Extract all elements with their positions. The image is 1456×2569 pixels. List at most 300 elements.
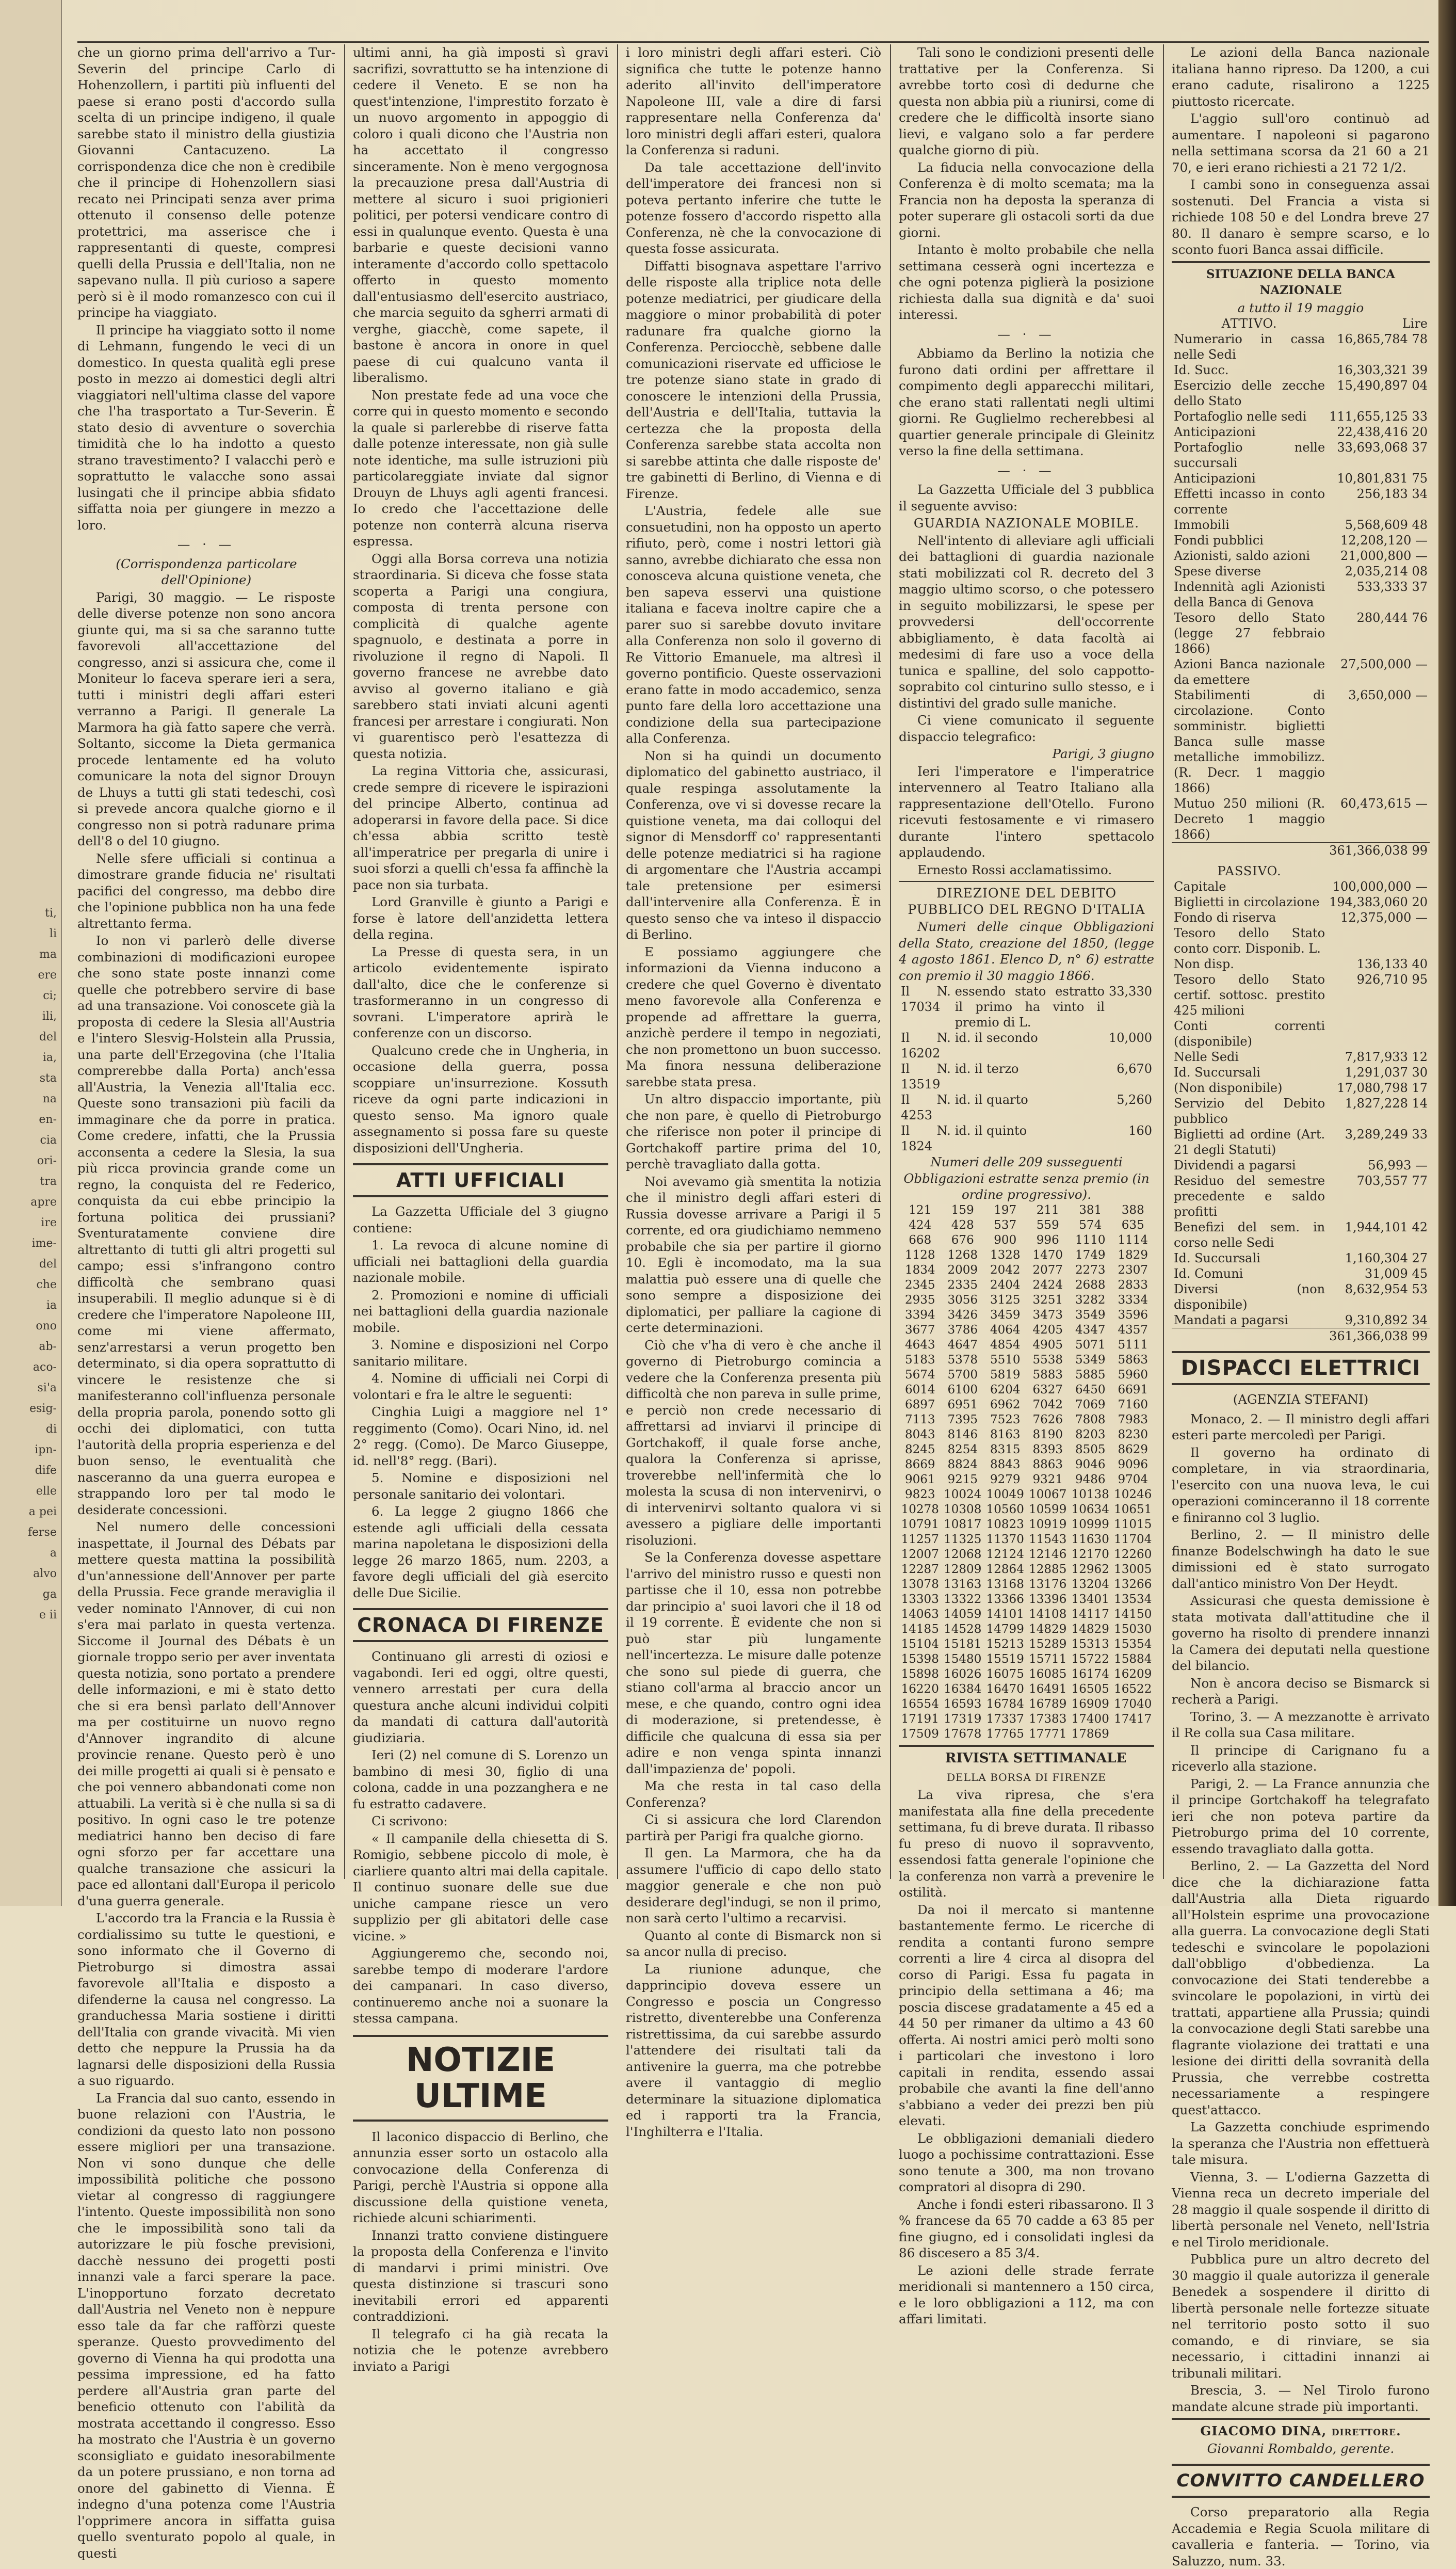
column-rule	[1163, 44, 1164, 1879]
bond-number: 17383	[1029, 1712, 1067, 1726]
ledger-label: (Non disponibile)	[1174, 1081, 1283, 1095]
ledger-row	[1172, 409, 1430, 424]
ledger-label: Id. Comuni	[1174, 1266, 1243, 1281]
article-text: Ieri l'imperatore e l'imperatrice intervennero al Teatro Italiano alla rappresentazione dell'Otello. Furono ricevuti festosamente e vi rimasero durante l'intero spettacolo applaudendo.	[899, 763, 1154, 860]
bond-number: 10246	[1114, 1487, 1152, 1501]
bond-number: 211	[1036, 1203, 1059, 1217]
bond-number: 15313	[1071, 1637, 1109, 1651]
article-text: Nelle sfere ufficiali si continua a dimostrare grande fiducia ne' risultati pacifici del congresso, ma debbo dire che l'opinione pubblica non ha una fede altrettanto ferma.	[77, 850, 335, 931]
bond-number: 17191	[901, 1712, 939, 1726]
ledger-row	[1172, 879, 1430, 894]
numbers-row	[899, 1203, 1154, 1218]
bond-number: 8203	[1075, 1427, 1106, 1441]
bond-number: 15722	[1071, 1652, 1109, 1666]
bond-number: 8245	[904, 1442, 935, 1456]
bond-number: 4643	[904, 1338, 935, 1352]
ledger-value: 703,557 77	[1356, 1174, 1428, 1188]
bond-number: 635	[1121, 1218, 1144, 1232]
prize-amount: 10,000	[1109, 1031, 1152, 1045]
bond-number: 6204	[990, 1383, 1021, 1396]
ledger-value: 15,490,897 04	[1337, 378, 1428, 393]
article-text: che un giorno prima dell'arrivo a Tur-Severin del principe Carlo di Hohenzollern, i partiti più influenti del paese si erano posti d'accordo sulla scelta di un principe indigeno, il quale sarebbe stato il ministro della giustizia Giovanni Cantacuzeno. La corrispondenza dice che non è credibile che il principe di Hohenzollern siasi recato nei Principati senza aver prima ottenuto il consenso delle potenze protettrici, ma asserisce che i rappresentanti di queste, compresi quelli della Prussia e dell'Italia, non ne sapevano nulla. Il più curioso a sapere però si è il modo romanzesco con cui il principe ha viaggiato.	[77, 45, 335, 320]
prize-row	[899, 1061, 1154, 1092]
bond-number: 8163	[990, 1427, 1021, 1441]
article-text: Aggiungeremo che, secondo noi, sarebbe tempo di moderare l'ardore dei campanari. In caso diverso, continueremo anche noi a suonare la stessa campana.	[353, 1946, 608, 2026]
numbers-row	[899, 1293, 1154, 1308]
bond-number: 2935	[904, 1293, 935, 1307]
bond-number: 1749	[1075, 1248, 1106, 1262]
article-text: Non si ha quindi un documento diplomatico del gabinetto austriaco, il quale respinga assolutamente la Conferenza, ove vi si dovesse recare la quistione veneta, ma dai colloqui del signor di Mensdorff co' rappresentanti delle potenze mediatrici si ha ragione di argomentare che l'Austria accampi tale pretensione per esimersi dall'intervenire alla Conferenza. È in questo senso che va inteso il dispaccio di Berlino.	[626, 748, 881, 942]
ledger-row	[1172, 579, 1430, 610]
ledger-label: Anticipazioni	[1174, 425, 1256, 439]
list-item: Cinghia Luigi a maggiore nel 1° reggimento (Como). Ocari Nino, id. nel 2° regg. (Como). De Marco Giuseppe, id. nell'8° regg. (Bari).	[353, 1404, 608, 1468]
bond-number: 2009	[947, 1263, 978, 1277]
column-4: Tali sono le condizioni presenti delle trattative per la Conferenza. Si avrebbe torto così di dedurne che questa non abbia più a riunirsi, come di credere che le difficoltà insorte siano lievi, e valgano solo a far perdere qualche giorno di più. La fiducia nella convocazione della Conferenza è di molto scemata; ma la Francia non ha deposta la speranza di poter superare gli ostacoli sorti da due giorni. Intanto è molto probabile che nella settimana cesserà ogni incertezza e che ogni potenza piglierà la posizione richiesta dalla sua dignità e da' suoi interessi. — · — Abbiamo da Berlino la notizia che furono dati ordini per affrettare il compimento degli apparecchi militari, che erano stati rallentati negli ultimi giorni. Re Guglielmo recherebbesi al quartier generale principale di Gleinitz verso la fine della settimana. — · — La Gazzetta Ufficiale del 3 pubblica il seguente avviso: GUARDIA NAZIONALE MOBILE. Nell'intento di alleviare agli ufficiali dei battaglioni di guardia nazionale stati mobilizzati col R. decreto del 3 maggio ultimo scorso, o che potessero in seguito mobilizzarsi, le spese per provvedersi dell'occorrente abbigliamento, è data facoltà ai medesimi di fare uso a voce della tunica e spalline, del solo cappotto-soprabito col cinturino sullo stesso, e i distintivi del grado sulle maniche. Ci viene comunicato il seguente dispaccio telegrafico: Parigi, 3 giugno Ieri l'imperatore e l'imperatrice intervennero al Teatro Italiano alla rappresentazione dell'Otello. Furono ricevuti festosamente e vi rimasero durante l'intero spettacolo applaudendo. Ernesto Rossi acclamatissimo. DIREZIONE DEL DEBITO PUBBLICO DEL REGNO D'ITALIA Numeri delle cinque Obbligazioni della Stato, creazione del 1850, (legge 4 agosto 1861. Elenco D, n° 6) estratte con premio il 30 maggio 1866. Il N. 17034 essendo stato estratto il primo ha vinto il premio di L. 33,330 Il N. 16202 id. il secondo 10,000 Il N. 13519 id. il terzo 6,670 Il N. 4253 id. il quarto 5,260 Il N. 1824 id. il quinto 160 Numeri delle 209 susseguenti Obbligazioni estratte senza premio (in ordine progressivo). 121 159 197 211 381 388 424 428 537 559 574 635 668 676 900 996 1110 1114 1128 1268 1328 1470 1749 1829 1834 2009 2042 2077 2273 2307 2345 2335 2404 2424 2688 2833 2935 3056 3125 3251 3282 3334 3394 3426 3459 3473 3549 3596 3677 3786 4064 4205 4347 4357 4643 4647 4854 4905 5071 5111 5183 5378 5510 5538 5349 5863 5674 5700 5819 5883 5885 5960 6014 6100 6204 6327 6450 6691 6897 6951 6962 7042 7069 7160 7113 7395 7523 7626 7808 7983 8043 8146 8163 8190 8203 8230 8245 8254 8315 8393 8505 8629 8669 8824 8843 8863 9046 9096 9061 9215 9279 9321 9486 9704 9823 10024 10049 10067 10138 10246 10278 10308 10560 10599 10634 10651 10791 10817 10823 10919 10999 11015 11257 11325 11370 11543 11630 11704 12007 12068 12124 12146 12170 12260 12287 12809 12864 12885 12962 13005 13078 13163 13168 13176 13204 13266 13303 13322 13366 13396 13401 13534 14063 14059 14101 14108 14117 14150 14185 14528 14799 14829 14829 15030 15104 15181 15213 15289 15313 15354 15398 15480 15519 15711 15722 15884 15898 16026 16075 16085 16174 16209 16220 16384 16470 16491 16505 16522 16554 16593 16784 16789 16909 17040 17191 17319 17337 17383 17400 17417 17509 17678 17765 17771 17869 RIVISTA SETTIMANALE DELLA BORSA DI FIRENZE La viva ripresa, che s'era manifestata alla fine della precedente settimana, fu di breve durata. Il ribasso fu preso di nuovo il sopravvento, essendosi fatta generale l'opinione che la conferenza non varrà a prevenire le ostilità. Da noi il mercato si mantenne bastantemente fermo. Le ricerche di rendita a contanti furono sempre correnti a lire 4 circa al disopra del corso di Parigi. Essa fu pagata in principio della settimana a 46; ma poscia discese gradatamente a 45 ed a 44 50 per rimaner da ultimo a 43 60 offerta. Ai nostri amici però molti sono i particolari che investono i loro capitali in rendita, essendo assai probabile che avanti la fine dell'anno s'abbiano a veder dei prezzi ben più elevati. Le obbligazioni demaniali diedero luogo a pochissime contrattazioni. Esse sono tenute a 300, ma non trovano compratori al disopra di 290. Anche i fondi esteri ribassarono. Il 3 % francese da 65 70 cadde a 63 85 per fine giugno, ed i consolidati inglesi da 86 discesero a 85 3/4. Le azioni delle strade ferrate meridionali si mantennero a 150 circa, e le loro obbligazioni a 112, ma con affari limitati.	[899, 45, 1154, 2326]
bond-number: 11543	[1029, 1532, 1067, 1546]
column-rule	[617, 44, 618, 1879]
ledger-label: Esercizio delle zecche dello Stato	[1174, 378, 1325, 408]
ledger-row	[1172, 362, 1430, 378]
bond-number: 6014	[904, 1383, 935, 1396]
article-text: La Presse di questa sera, in un articolo evidentemente ispirato dall'alto, dice che le conferenze si trasformeranno in un congresso di sovrani. L'imperatore aprirà le conferenze con un discorso.	[353, 944, 608, 1040]
margin-fragment: ire	[41, 1216, 57, 1229]
bond-number: 12809	[944, 1562, 982, 1576]
margin-fragment: si'a	[37, 1382, 57, 1394]
bond-number: 1114	[1118, 1233, 1148, 1247]
bond-number: 10308	[944, 1502, 982, 1516]
list-item: 1. La revoca di alcune nomine di ufficiali nei battaglioni della guardia nazionale mobile.	[353, 1238, 608, 1285]
margin-fragment: a pei	[28, 1505, 57, 1518]
bond-number: 16174	[1071, 1667, 1109, 1681]
ledger-row	[1172, 972, 1430, 1018]
bond-number: 10138	[1071, 1487, 1109, 1501]
margin-fragment: apre	[30, 1196, 57, 1209]
bond-number: 2833	[1118, 1278, 1148, 1292]
article-text: L'aggio sull'oro continuò ad aumentare. I napoleoni si pagarono nella settimana scorsa da 21 60 a 21 70, e ieri erano richiesti a 21 72 1/2.	[1172, 111, 1430, 175]
margin-fragment: elle	[36, 1485, 57, 1498]
ledger-value: 33,693,068 37	[1337, 440, 1428, 455]
bond-number: 8669	[904, 1457, 935, 1471]
ledger-value: 17,080,798 17	[1337, 1081, 1428, 1095]
ledger-row	[1172, 956, 1430, 972]
article-text: Il principe ha viaggiato sotto il nome di Lehmann, fungendo le veci di un domestico. In questa qualità egli prese posto in mezzo ai domestici degli altri viaggiatori nell'ultima classe del vapore che l'ha trasportato a Tur-Severin. È stato desio di avventure o soverchia timidità che lo ha indotto a questo strano travestimento? I valacchi però e soprattutto le valacche sono assai lusingati che il principe abbia sfidato siffatta noia per giungere in mezzo a loro.	[77, 322, 335, 533]
signature: Ernesto Rossi acclamatissimo.	[917, 862, 1112, 877]
ledger-value: 31,009 45	[1364, 1266, 1428, 1281]
bond-number: 15213	[986, 1637, 1024, 1651]
ledger-value: 12,375,000 —	[1340, 910, 1428, 925]
margin-fragment: ia,	[42, 1051, 57, 1064]
debito-heading: DIREZIONE DEL DEBITO PUBBLICO DEL REGNO D'ITALIA	[908, 886, 1145, 917]
prize-amount: 6,670	[1117, 1062, 1152, 1076]
numbers-table	[899, 1203, 1154, 1742]
bond-number: 7626	[1032, 1412, 1063, 1426]
article-text: Innanzi tratto conviene distinguere la proposta della Conferenza e l'invito di mandarvi i primi ministri. Ove questa distinzione si trascuri sono inevitabili errori ed apparenti contraddizioni.	[353, 2227, 608, 2324]
margin-fragment: dife	[35, 1464, 57, 1477]
bond-number: 15354	[1114, 1637, 1152, 1651]
bond-number: 16491	[1029, 1682, 1067, 1696]
bond-number: 4205	[1032, 1323, 1063, 1337]
bond-number: 13266	[1114, 1577, 1152, 1591]
bond-number: 9486	[1075, 1472, 1106, 1486]
bond-number: 3473	[1032, 1308, 1063, 1322]
bond-number: 2042	[990, 1263, 1021, 1277]
ledger-label: Fondo di riserva	[1174, 910, 1276, 925]
bond-number: 10560	[986, 1502, 1024, 1516]
article-text: Il laconico dispaccio di Berlino, che annunzia esser sorto un ostacolo alla convocazione della Conferenza di Parigi, perchè l'Austria si oppone alla discussione della quistione veneta, richiede alcuni schiarimenti.	[353, 2129, 608, 2225]
bond-number: 17869	[1071, 1727, 1109, 1741]
margin-fragment: en-	[39, 1113, 57, 1126]
numbers-row	[899, 1487, 1154, 1502]
bond-number: 12885	[1029, 1562, 1067, 1576]
bond-number: 16554	[901, 1697, 939, 1711]
bond-number: 559	[1036, 1218, 1059, 1232]
numbers-row	[899, 1353, 1154, 1368]
bond-number: 2345	[904, 1278, 935, 1292]
prize-desc: id. il terzo	[955, 1062, 1019, 1076]
margin-fragment: ab-	[39, 1340, 57, 1353]
bond-number: 6327	[1032, 1383, 1063, 1396]
bond-number: 14150	[1114, 1607, 1152, 1621]
article-text: Intanto è molto probabile che nella settimana cesserà ogni incertezza e che ogni potenza piglierà la posizione richiesta dalla sua dignità e da' suoi interessi.	[899, 242, 1154, 322]
bond-number: 15030	[1114, 1622, 1152, 1636]
margin-fragment: aco-	[33, 1361, 57, 1374]
bond-number: 13176	[1029, 1577, 1067, 1591]
bond-number: 11370	[986, 1532, 1024, 1546]
bond-number: 8824	[947, 1457, 978, 1471]
ledger-value: 3,289,249 33	[1345, 1127, 1428, 1142]
bond-number: 9046	[1075, 1457, 1106, 1471]
bond-number: 3549	[1075, 1308, 1106, 1322]
article-text: La fiducia nella convocazione della Conferenza è di molto scemata; ma la Francia non ha deposta la speranza di poter superare gli ostacoli sorti da due giorni.	[899, 159, 1154, 240]
bond-number: 1829	[1118, 1248, 1148, 1262]
prize-table	[899, 984, 1154, 1154]
numbers-row	[899, 1667, 1154, 1682]
numbers-row	[899, 1383, 1154, 1398]
column-5	[1172, 44, 1430, 2568]
dateline: Parigi, 3 giugno	[1052, 746, 1154, 761]
bond-number: 424	[909, 1218, 932, 1232]
bond-number: 197	[994, 1203, 1017, 1217]
ledger-value: 280,444 76	[1356, 611, 1428, 625]
prize-number: Il N. 1824	[901, 1123, 951, 1153]
article-text: Quanto al conte di Bismarck non si sa ancor nulla di preciso.	[626, 1928, 881, 1959]
bond-number: 4064	[990, 1323, 1021, 1337]
bond-number: 5863	[1118, 1353, 1148, 1367]
bond-number: 8146	[947, 1427, 978, 1441]
column-rule	[344, 44, 345, 1879]
article-text: Ci si assicura che lord Clarendon partirà per Parigi fra qualche giorno.	[626, 1812, 881, 1843]
bond-number: 12170	[1071, 1547, 1109, 1561]
ledger-value: 1,827,228 14	[1345, 1096, 1428, 1111]
passivo-table: PASSIVO. Capitale 100,000,000 — Biglietti in circolazione 194,383,060 20 Fondo di riserva 12,375,000 — Tesoro dello Stato conto corr. Disponib. L. Non disp. 136,133 40 Tesoro dello Stato certif. sottosc. prestito 425 milioni 926,710 95 Conti correnti (disponibile) Nelle Sedi 7,817,933 12 Id. Succursali 1,291,037 30 (Non disponibile) 17,080,798 17 Servizio del Debito pubblico 1,827,228 14 Biglietti ad ordine (Art. 21 degli Statuti) 3,289,249 33 Dividendi a pagarsi 56,993 — Residuo del semestre precedente e saldo profitti 703,557 77 Benefizi del sem. in corso nelle Sedi 1,944,101 42 Id. Succursali 1,160,304 27 Id. Comuni 31,009 45 Diversi (non disponibile) 8,632,954 53 Mandati a pagarsi 9,310,892 34 361,366,038 99	[1172, 863, 1430, 1344]
bond-number: 3426	[947, 1308, 978, 1322]
section-heading-atti: ATTI UFFICIALI	[353, 1163, 608, 1197]
bond-number: 17040	[1114, 1697, 1152, 1711]
ledger-value: 2,035,214 08	[1345, 564, 1428, 579]
bond-number: 11630	[1071, 1532, 1109, 1546]
section-heading-convitto: CONVITTO CANDELLERO	[1172, 2464, 1430, 2498]
ledger-row	[1172, 471, 1430, 486]
bond-number: 8629	[1118, 1442, 1148, 1456]
ledger-row	[1172, 548, 1430, 564]
attivo-total: 361,366,038 99	[1327, 843, 1430, 859]
article-text: ultimi anni, ha già imposti sì gravi sacrifizi, sovrattutto se ha intenzione di cedere il Veneto. E se non ha quest'intenzione, l'imprestito forzato è un nuovo argomento in appoggio di coloro i quali dicono che l'Austria non ha accettato il congresso sinceramente. Non è meno vergognosa la precauzione presa dall'Austria di mettere al sicuro i suoi prigionieri politici, per potersi vendicare contro di essi in qualunque evento. Questa è una barbarie e queste decisioni vanno interamente d'accordo collo spettacolo offerto in questo momento dall'entusiasmo dell'esercito austriaco, che marcia seguito da sgherri armati di verghe, giacchè, come sapete, il bastone è ancora in onore in quel paese di cui qualcuno vanta il liberalismo.	[353, 45, 608, 385]
bond-number: 17400	[1071, 1712, 1109, 1726]
passivo-total: 361,366,038 99	[1327, 1328, 1430, 1344]
prize-number: Il N. 17034	[901, 984, 951, 1014]
margin-fragment: che	[36, 1278, 57, 1291]
bond-number: 900	[994, 1233, 1017, 1247]
margin-fragment: ia	[46, 1299, 57, 1312]
ledger-row	[1172, 378, 1430, 409]
article-text: Se la Conferenza dovesse aspettare l'arrivo del ministro russo e questi non partisse che il 10, essa non potrebbe dar principio a' suoi lavori che il 18 od il 19 corrente. È evidente che non si può star più lungamente nell'incertezza. Le misure dalle potenze che sono sul piede di guerra, che stiano coll'arma al braccio ancor un mese, e che quando, contro ogni idea di moderazione, si pretendesse, è difficile che qualcuna di essa sia per adire e non venga spinta innanzi dall'impazienza de' popoli.	[626, 1550, 881, 1776]
article-text: L'Austria, fedele alle sue consuetudini, non ha opposto un aperto rifiuto, però, come i nostri lettori già sanno, avrebbe dichiarato che essa non conosceva alcuna quistione veneta, che ben sapeva esservi una quistione italiana e faceva inoltre capire che a parer suo si sarebbe dovuto invitare alla Conferenza non solo il governo di Re Vittorio Emanuele, ma altresì il governo pontificio. Queste osservazioni erano fatte in modo accademico, senza punto fare della loro accettazione una condizione della sua partecipazione alla Conferenza.	[626, 503, 881, 746]
ledger-label: Indennità agli Azionisti della Banca di Genova	[1174, 580, 1325, 609]
bond-number: 5674	[904, 1368, 935, 1382]
bond-number: 5883	[1032, 1368, 1063, 1382]
ledger-row	[1172, 1281, 1430, 1312]
article-text: Noi avevamo già smentita la notizia che il ministro degli affari esteri di Russia dovesse arrivare a Parigi il 5 corrente, ed ora giudichiamo nemmeno probabile che sia per partire il giorno 10. Egli è incomodato, ma la sua malattia può essere una di quelle che sono sempre a disposizione dei diplomatici, per palliare la cagione di certe determinazioni.	[626, 1174, 881, 1335]
bond-number: 5885	[1075, 1368, 1106, 1382]
article-text: L'accordo tra la Francia e la Russia è cordialissimo su tutte le questioni, e sono informato che il Governo di Pietroburgo si dimostra assai favorevole all'Italia e disposto a difenderne la causa nel congresso. La granduchessa Maria sostiene i diritti dell'Italia con grande vivacità. Mi vien detto che neppure la Prussia ha da lagnarsi delle disposizioni della Russia a suo riguardo.	[77, 1910, 335, 2088]
bond-number: 3677	[904, 1323, 935, 1337]
article-text: Ciò che v'ha di vero è che anche il governo di Pietroburgo comincia a vedere che la Conferenza presenta più difficoltà che non pareva in sulle prime, e perciò non crede necessario di affrettarsi ad inviarvi il principe di Gortchakoff, il quale forse anche, qualora la Conferenza si aprisse, troverebbe nell'infermità che lo molesta la scusa di non intervenirvi, o di intervenirvi soltanto qualora vi si avessero a pigliare delle importanti risoluzioni.	[626, 1337, 881, 1548]
ledger-label: Stabilimenti di circolazione. Conto somministr. biglietti Banca sulle masse metalliche immobilizz. (R. Decr. 1 maggio 1866)	[1174, 688, 1325, 795]
bond-number: 8863	[1032, 1457, 1063, 1471]
bond-number: 7808	[1075, 1412, 1106, 1426]
bond-number: 12007	[901, 1547, 939, 1561]
article-text: Lord Granville è giunto a Parigi e forse è latore dell'anzidetta lettera della regina.	[353, 894, 608, 942]
bond-number: 16026	[944, 1667, 982, 1681]
ledger-value: 7,817,933 12	[1345, 1050, 1428, 1064]
article-text: Non prestate fede ad una voce che corre qui in questo momento e secondo la quale si parlerebbe di riserve fatta dalle potenze interessate, non già sulle note identiche, ma sulle istruzioni più particolareggiate inviate dal signor Drouyn de Lhuys agli agenti francesi. Io credo che l'accettazione delle potenze non conterrà alcuna riserva espressa.	[353, 387, 608, 549]
advertisement-text: Corso preparatorio alla Regia Accademia e Regia Scuola militare di cavalleria e fanteria. — Torino, via Saluzzo, num. 33.	[1172, 2504, 1430, 2568]
numbers-row	[899, 1547, 1154, 1562]
binding-edge	[1438, 0, 1456, 1906]
prize-row	[899, 1123, 1154, 1154]
ledger-label: Diversi (non disponibile)	[1174, 1282, 1325, 1312]
director-name: GIACOMO DINA, direttore.	[1200, 2423, 1401, 2438]
bond-number: 7113	[904, 1412, 935, 1426]
situazione-heading: SITUAZIONE DELLA BANCA NAZIONALE	[1206, 267, 1395, 297]
column-2	[353, 44, 608, 2374]
bond-number: 10024	[944, 1487, 982, 1501]
bond-number: 6691	[1118, 1383, 1148, 1396]
bond-number: 8505	[1075, 1442, 1106, 1456]
bond-number: 14829	[1071, 1622, 1109, 1636]
bond-number: 676	[951, 1233, 974, 1247]
article-text: E possiamo aggiungere che informazioni da Vienna inducono a credere che quel Governo è diventato meno favorevole alla Conferenza e propende ad affrettare la guerra, anzichè perdere il tempo in negoziati, che non promettono un buon successo. Ma finora nessuna deliberazione sarebbe stata presa.	[626, 944, 881, 1089]
gerente-name: Giovanni Rombaldo, gerente.	[1207, 2440, 1395, 2456]
bond-number: 12146	[1029, 1547, 1067, 1561]
bond-number: 13366	[986, 1592, 1024, 1606]
margin-fragment: cia	[40, 1134, 57, 1147]
bond-number: 15480	[944, 1652, 982, 1666]
numbers-row	[899, 1697, 1154, 1712]
bond-number: 10599	[1029, 1502, 1067, 1516]
bond-number: 12287	[901, 1562, 939, 1576]
ledger-row	[1172, 894, 1430, 910]
numbers-row	[899, 1442, 1154, 1457]
bond-number: 574	[1079, 1218, 1102, 1232]
ledger-row	[1172, 533, 1430, 548]
bond-number: 15398	[901, 1652, 939, 1666]
bond-number: 16593	[944, 1697, 982, 1711]
article-text: Le azioni delle strade ferrate meridionali si mantennero a 150 circa, e le loro obbligazioni a 112, ma con affari limitati.	[899, 2262, 1154, 2326]
bond-number: 9279	[990, 1472, 1021, 1486]
column-3	[626, 44, 881, 2139]
bond-number: 8043	[904, 1427, 935, 1441]
numbers-row	[899, 1368, 1154, 1383]
bond-number: 17771	[1029, 1727, 1067, 1741]
article-text: Continuano gli arresti di oziosi e vagabondi. Ieri ed oggi, oltre questi, vennero arrestati per cura della questura anche alcuni individui colpiti da mandati di cattura dall'autorità giudiziaria.	[353, 1649, 608, 1745]
ledger-row	[1172, 331, 1430, 362]
dispatch: Monaco, 2. — Il ministro degli affari esteri parte mercoledì per Parigi.	[1172, 1411, 1430, 1442]
bond-number: 16909	[1071, 1697, 1109, 1711]
ledger-row	[1172, 1065, 1430, 1080]
margin-fragment: ti,	[45, 907, 57, 920]
bond-number: 12962	[1071, 1562, 1109, 1576]
bond-number: 15289	[1029, 1637, 1067, 1651]
article-text: La Francia dal suo canto, essendo in buone relazioni con l'Austria, le condizioni da questo lato non possono essere migliori per una transazione. Non vi sono dunque che delle impossibilità politiche che possono vietar al congresso di raggiungere l'intento. Queste impossibilità non sono che le impossibilità sono tali da autorizzare le più fosche previsioni, dacchè nessuno dei progetti posti innanzi vale a farci sperare la pace. L'inopportuno forzato decretato dall'Austria nel Veneto non è neppure esso tale da far che raffòrzi queste speranze. Questo provvedimento del governo di Vienna ha qui prodotta una pessima impressione, ed ha fatto perdere all'Austria gran parte del beneficio ottenuto con l'abilità da mostrata accettando il congresso. Esso ha mostrato che l'Austria è un governo sconsigliato e guidato inesorabilmente da un potere prussiano, e non torna ad onore del gabinetto di Vienna. È indegno d'una potenza come l'Austria l'opprimere ancora in siffatta guisa quello sventurato popolo al quale, in questi	[77, 2090, 335, 2561]
ledger-value: 533,333 37	[1356, 580, 1428, 594]
ledger-label: Portafoglio nelle sedi	[1174, 409, 1307, 424]
bond-number: 7395	[947, 1412, 978, 1426]
article-text: Ieri (2) nel comune di S. Lorenzo un bambino di mesi 30, figlio di una colona, cadde in una pozzanghera e ne fu estratto cadavere.	[353, 1747, 608, 1811]
numbers-row	[899, 1607, 1154, 1622]
bond-number: 4347	[1075, 1323, 1106, 1337]
bond-number: 9061	[904, 1472, 935, 1486]
ledger-row	[1172, 1158, 1430, 1173]
ledger-label: Biglietti in circolazione	[1174, 895, 1320, 909]
numbers-row	[899, 1338, 1154, 1353]
bond-number: 2404	[990, 1278, 1021, 1292]
bond-number: 10999	[1071, 1517, 1109, 1531]
list-item: 5. Nomine e disposizioni nel personale sanitario dei volontari.	[353, 1470, 608, 1502]
ledger-label: Benefizi del sem. in corso nelle Sedi	[1174, 1220, 1325, 1250]
numbers-row	[899, 1248, 1154, 1263]
dispatch: Il principe di Carignano fu a riceverlo alla stazione.	[1172, 1742, 1430, 1774]
article-text: Nel numero delle concessioni inaspettate, il Journal des Débats par mettere questa mattina la possibilità d'un'annessione dell'Annover per parte della Prussia. Fece grande meraviglia il veder nominato l'Annover, di cui non s'era mai parlato in questa vertenza. Siccome il Journal des Débats è un giornale troppo serio per aver inventata questa notizia, sono portato a prendere delle informazioni, e mi è stato detto che si era bensì parlato dell'Annover ma per costituirne un nuovo regno d'Annover ingrandito di alcune provincie renane. Questo però è uno dei mille progetti ai quali si è pensato e che poi vennero abbandonati come non attuabili. La verità si è che nulla si sa di positivo. In ogni caso le tre potenze mediatrici hanno ben deciso di fare ogni sforzo per far accettare una qualche transazione che assicuri la pace ed allontani dall'Europa il pericolo d'una guerra generale.	[77, 1519, 335, 1908]
ledger-label: Non disp.	[1174, 957, 1234, 971]
numbers-row	[899, 1577, 1154, 1592]
numbers-row	[899, 1682, 1154, 1697]
bond-number: 9096	[1118, 1457, 1148, 1471]
top-rule	[77, 41, 1429, 43]
article-text: Ci viene comunicato il seguente dispaccio telegrafico:	[899, 713, 1154, 744]
correspondence-label: (Corrispondenza particolare dell'Opinione)	[116, 556, 297, 587]
dispatch: Assicurasi che questa demissione è stata motivata dall'attitudine che il governo ha risolto di prendere innanzi la Camera dei deputati nella questione del bilancio.	[1172, 1593, 1430, 1673]
article-text: Il telegrafo ci ha già recata la notizia che le potenze avrebbero inviato a Parigi	[353, 2326, 608, 2374]
bond-number: 10049	[986, 1487, 1024, 1501]
bond-number: 14101	[986, 1607, 1024, 1621]
ledger-row	[1172, 656, 1430, 687]
column-rule	[890, 44, 891, 1879]
bond-number: 8393	[1032, 1442, 1063, 1456]
section-heading-cronaca: CRONACA DI FIRENZE	[353, 1608, 608, 1642]
ledger-row	[1172, 1250, 1430, 1266]
ledger-label: Portafoglio nelle succursali	[1174, 440, 1325, 470]
bond-number: 10823	[986, 1517, 1024, 1531]
bond-number: 8315	[990, 1442, 1021, 1456]
list-item: 3. Nomine e disposizioni nel Corpo sanitario militare.	[353, 1337, 608, 1369]
bond-number: 159	[951, 1203, 974, 1217]
bond-number: 16220	[901, 1682, 939, 1696]
margin-fragment: ferse	[28, 1526, 57, 1539]
ledger-row	[1172, 1266, 1430, 1281]
bond-number: 7069	[1075, 1398, 1106, 1411]
prize-desc: id. il quinto	[955, 1123, 1027, 1138]
ledger-value: 10,801,831 75	[1337, 471, 1428, 486]
ledger-label: Azioni Banca nazionale da emettere	[1174, 657, 1325, 687]
dispatch: Non è ancora deciso se Bismarck si recherà a Parigi.	[1172, 1675, 1430, 1707]
numbers-row	[899, 1398, 1154, 1412]
bond-number: 5378	[947, 1353, 978, 1367]
bond-number: 5538	[1032, 1353, 1063, 1367]
prize-row	[899, 1030, 1154, 1061]
bond-number: 10634	[1071, 1502, 1109, 1516]
bond-number: 9823	[904, 1487, 935, 1501]
article-text: Tali sono le condizioni presenti delle trattative per la Conferenza. Si avrebbe torto così di dedurne che questa non abbia più a riunirsi, come di credere che le difficoltà insorte siano lievi, e valgano solo a far perdere qualche giorno di più.	[899, 45, 1154, 157]
bond-number: 668	[909, 1233, 932, 1247]
ledger-label: Tesoro dello Stato certif. sottosc. prestito 425 milioni	[1174, 972, 1325, 1018]
margin-fragment: ci;	[43, 989, 57, 1002]
list-item: 4. Nomine di ufficiali nei Corpi di volontari e fra le altre le seguenti:	[353, 1371, 608, 1402]
numbers-row	[899, 1592, 1154, 1607]
attivo-table: ATTIVO. Lire Numerario in cassa nelle Sedi 16,865,784 78 Id. Succ. 16,303,321 39 Esercizio delle zecche dello Stato 15,490,897 04 Portafoglio nelle sedi 111,655,125 33 Anticipazioni 22,438,416 20 Portafoglio nelle succursali 33,693,068 37 Anticipazioni 10,801,831 75 Effetti incasso in conto corrente 256,183 34 Immobili 5,568,609 48 Fondi pubblici 12,208,120 — Azionisti, saldo azioni 21,000,800 — Spese diverse 2,035,214 08 Indennità agli Azionisti della Banca di Genova 533,333 37 Tesoro dello Stato (legge 27 febbraio 1866) 280,444 76 Azioni Banca nazionale da emettere 27,500,000 — Stabilimenti di circolazione. Conto somministr. biglietti Banca sulle masse metalliche immobilizz. (R. Decr. 1 maggio 1866) 3,650,000 — Mutuo 250 milioni (R. Decreto 1 maggio 1866) 60,473,615 — 361,366,038 99	[1172, 316, 1430, 858]
bond-number: 10278	[901, 1502, 939, 1516]
bond-number: 388	[1121, 1203, 1144, 1217]
bond-number: 13303	[901, 1592, 939, 1606]
bond-number: 11257	[901, 1532, 939, 1546]
bond-number: 6897	[904, 1398, 935, 1411]
previous-page-margin	[0, 0, 62, 1906]
bond-number: 17337	[986, 1712, 1024, 1726]
numbers-row	[899, 1472, 1154, 1487]
ledger-label: Id. Succ.	[1174, 363, 1229, 377]
ledger-value: 100,000,000 —	[1332, 879, 1428, 894]
article-text: Il gen. La Marmora, che ha da assumere l'ufficio di capo dello stato maggior generale e che non può desiderare degl'indugi, se non il primo, non sarà certo l'ultimo a recarvisi.	[626, 1845, 881, 1925]
bond-number: 4357	[1118, 1323, 1148, 1337]
bond-number	[1112, 1727, 1155, 1742]
bond-number: 3056	[947, 1293, 978, 1307]
ledger-label: Numerario in cassa nelle Sedi	[1174, 332, 1325, 362]
bond-number: 14059	[944, 1607, 982, 1621]
ledger-value: 194,383,060 20	[1329, 895, 1428, 909]
ledger-value: 3,650,000 —	[1348, 688, 1428, 702]
bond-number: 15884	[1114, 1652, 1152, 1666]
numbers-row	[899, 1412, 1154, 1427]
ledger-value: 12,208,120 —	[1340, 533, 1428, 548]
ledger-row	[1172, 1312, 1430, 1328]
bond-number: 4854	[990, 1338, 1021, 1352]
bond-number: 11015	[1114, 1517, 1152, 1531]
bond-number: 381	[1079, 1203, 1102, 1217]
bond-number: 9215	[947, 1472, 978, 1486]
bond-number: 15711	[1029, 1652, 1067, 1666]
bond-number: 5960	[1118, 1368, 1148, 1382]
prize-amount: 33,330	[1109, 984, 1152, 999]
margin-fragment: li	[49, 927, 57, 940]
ledger-value: 21,000,800 —	[1340, 549, 1428, 563]
ledger-label: Anticipazioni	[1174, 471, 1256, 486]
ledger-row	[1172, 517, 1430, 533]
ledger-row	[1172, 486, 1430, 517]
article-text: La viva ripresa, che s'era manifestata alla fine della precedente settimana, fu di breve durata. Il ribasso fu preso di nuovo il sopravvento, essendosi fatta generale l'opinione che la conferenza non varrà a prevenire le ostilità.	[899, 1787, 1154, 1900]
prize-amount: 160	[1128, 1123, 1152, 1138]
margin-fragment: ga	[42, 1588, 57, 1601]
article-text: Qualcuno crede che in Ungheria, in occasione della guerra, possa scoppiare un'insurrezione. Kossuth riceve da ogni parte indicazioni in questo senso. Ma ignoro quale assegnamento si possa fare su queste disposizioni dell'Ungheria.	[353, 1042, 608, 1155]
